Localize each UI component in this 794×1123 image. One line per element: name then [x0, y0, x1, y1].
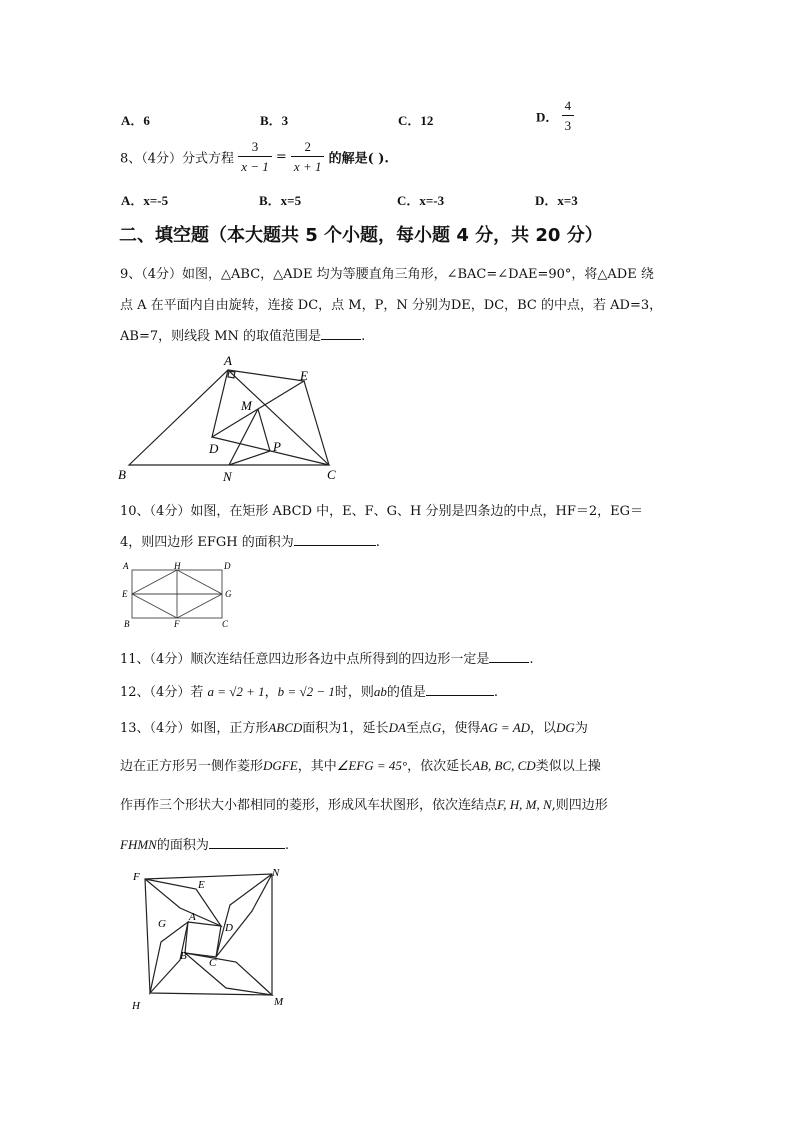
q13-dg: DG — [556, 720, 575, 735]
q10-line-2-end: . — [375, 535, 380, 550]
q13-line-1 — [120, 717, 588, 736]
q13-line-1-b: 面积为1，延长 — [302, 721, 389, 736]
q9-line-3 — [120, 325, 365, 344]
q9-line-3-end: . — [361, 329, 366, 344]
q11-answer-blank — [489, 651, 529, 663]
q8-option-a: A．x=-5 — [121, 193, 169, 208]
q10-label-d: D — [224, 561, 231, 571]
q8-lhs-fraction — [238, 139, 272, 175]
q10-label-e: E — [122, 589, 128, 599]
q7-option-b: B．3 — [260, 113, 289, 128]
q13-label-a: A — [189, 911, 196, 923]
q13-square-name: ABCD — [268, 720, 303, 735]
q11-end: . — [529, 652, 534, 667]
q9-label-e: E — [300, 368, 308, 383]
q13-line-4-b: 的面积为 — [156, 838, 209, 853]
q13-line-1-d: ，使得 — [441, 721, 481, 736]
q9-label-d: D — [209, 441, 219, 456]
q10-label-a: A — [123, 561, 129, 571]
q13-line-2-b: ，其中 — [297, 759, 337, 774]
q13-line-3-b: ,则四边形 — [551, 798, 608, 813]
q13-line-2 — [120, 755, 601, 774]
q10-answer-blank — [294, 534, 376, 546]
q7-option-d-denominator: 3 — [562, 115, 575, 134]
q13-rhombus-right — [216, 874, 272, 957]
q8-question — [120, 139, 389, 175]
q11-question — [120, 648, 533, 667]
q10-label-g: G — [225, 589, 232, 599]
q13-line-1-c: 至点 — [405, 721, 432, 736]
q13-square-abcd — [185, 922, 221, 957]
q13-quad-name: FHMN — [120, 837, 157, 852]
q13-rhombus-bottom — [185, 953, 272, 995]
q12-end: . — [493, 685, 499, 700]
q13-points: F, H, M, N — [497, 797, 552, 812]
q10-label-c: C — [222, 619, 229, 629]
q13-line-2-d: 类似以上操 — [535, 759, 601, 774]
q13-line-1-f: 为 — [574, 721, 588, 736]
q13-label-d: D — [225, 922, 233, 934]
q12-ab: ab — [373, 684, 387, 699]
q8-rhs-denominator: x + 1 — [291, 156, 325, 175]
q9-label-a: A — [224, 353, 232, 368]
q9-segment-ec — [304, 381, 329, 465]
q13-label-n: N — [272, 867, 280, 879]
q8-rhs-numerator: 2 — [304, 139, 311, 154]
q10-line-2-text: 4，则四边形 EFGH 的面积为 — [120, 535, 294, 550]
q7-option-d-fraction — [562, 98, 575, 134]
q9-line-1: 9、（4分）如图，△ABC，△ADE 均为等腰直角三角形，∠BAC=∠DAE=90°，将△ADE 绕 — [120, 267, 654, 282]
q12-a-expression: a = √2 + 1 — [207, 684, 265, 699]
q12-question: 12、（4分）若 a = √2 + 1，b = √2 − 1时，则ab的值是 . — [120, 684, 499, 700]
q13-label-m: M — [274, 996, 284, 1008]
q7-option-c: C．12 — [398, 113, 434, 128]
q8-prefix: 8、（4分）分式方程 — [120, 151, 235, 167]
q9-segment-mp — [258, 409, 270, 451]
q10-label-b: B — [124, 619, 130, 629]
q8-option-b: B．x=5 — [259, 193, 302, 208]
q12-b-expression: b = √2 − 1 — [277, 684, 335, 699]
q13-label-f: F — [133, 871, 140, 883]
q9-line-2: 点 A 在平面内自由旋转，连接 DC，点 M，P，N 分别为DE，DC，BC 的中点，若 AD=3， — [120, 298, 663, 313]
q9-label-b: B — [118, 467, 126, 482]
q8-equals: = — [275, 149, 287, 165]
q9-line-3-text: AB=7，则线段 MN 的取值范围是 — [120, 329, 322, 344]
q12-mid: 时，则 — [334, 685, 374, 700]
q9-label-p: P — [273, 439, 281, 454]
q13-figure — [126, 864, 290, 1014]
q9-answer-blank — [321, 328, 361, 340]
q9-label-n: N — [223, 469, 232, 484]
q7-option-a: A．6 — [121, 113, 150, 128]
q9-figure — [116, 352, 346, 484]
q8-rhs-fraction — [291, 139, 325, 175]
q11-text: 11、（4分）顺次连结任意四边形各边中点所得到的四边形一定是 — [120, 652, 490, 667]
q12-prefix: 12、（4分）若 — [120, 685, 204, 700]
q13-angle-efg: ∠EFG = 45° — [336, 758, 408, 773]
q9-triangle-ade — [212, 370, 304, 437]
q13-label-h: H — [132, 1000, 140, 1012]
q13-line-1-e: ，以 — [530, 721, 557, 736]
q10-figure — [118, 558, 240, 630]
q8-option-c: C．x=-3 — [397, 193, 445, 208]
q13-line-4 — [120, 834, 289, 853]
q8-lhs-numerator: 3 — [251, 139, 259, 154]
q10-label-h: H — [174, 561, 181, 571]
q13-label-b: B — [180, 950, 187, 962]
q8-lhs-denominator: x − 1 — [238, 156, 272, 175]
q7-option-d — [536, 98, 574, 134]
q13-sides: AB, BC, CD — [472, 758, 536, 773]
q13-rhombus-top — [145, 879, 221, 926]
q8-option-d: D．x=3 — [535, 193, 578, 208]
q13-line-2-a: 边在正方形另一侧作菱形 — [120, 759, 264, 774]
q8-suffix: 的解是( ). — [328, 151, 389, 167]
q13-line-2-c: ，依次延长 — [407, 759, 473, 774]
q13-rhombus-name: DGFE — [263, 758, 298, 773]
q13-da: DA — [388, 720, 406, 735]
q13-label-c: C — [209, 957, 217, 969]
q9-right-angle-mark — [228, 371, 235, 378]
q13-label-e: E — [198, 879, 205, 891]
q9-label-m: M — [241, 398, 252, 413]
q12-suffix: 的值是 — [386, 685, 426, 700]
q10-label-f: F — [174, 619, 180, 629]
q12-answer-blank — [426, 684, 494, 696]
q13-ag-eq-ad: AG = AD — [480, 720, 531, 735]
q13-answer-blank — [209, 837, 285, 849]
q9-segment-dc — [212, 437, 329, 465]
q13-line-3-a: 作再作三个形状大小都相同的菱形，形成风车状图形，依次连结点 — [120, 798, 498, 813]
q13-line-4-end: . — [284, 838, 289, 853]
q7-option-d-numerator: 4 — [564, 98, 572, 113]
section-2-title: 二、填空题（本大题共 5 个小题，每小题 4 分，共 20 分） — [119, 225, 603, 246]
q13-line-1-a: 13、（4分）如图，正方形 — [120, 721, 269, 736]
q9-label-c: C — [327, 467, 336, 482]
q13-line-3 — [120, 794, 608, 813]
q7-option-d-prefix: D． — [536, 109, 559, 125]
q10-line-2 — [120, 531, 380, 550]
q13-label-g: G — [158, 918, 166, 930]
q13-g: G — [431, 720, 442, 735]
q10-line-1: 10、（4分）如图，在矩形 ABCD 中，E、F、G、H 分别是四条边的中点，HF＝2，EG＝ — [120, 504, 643, 519]
